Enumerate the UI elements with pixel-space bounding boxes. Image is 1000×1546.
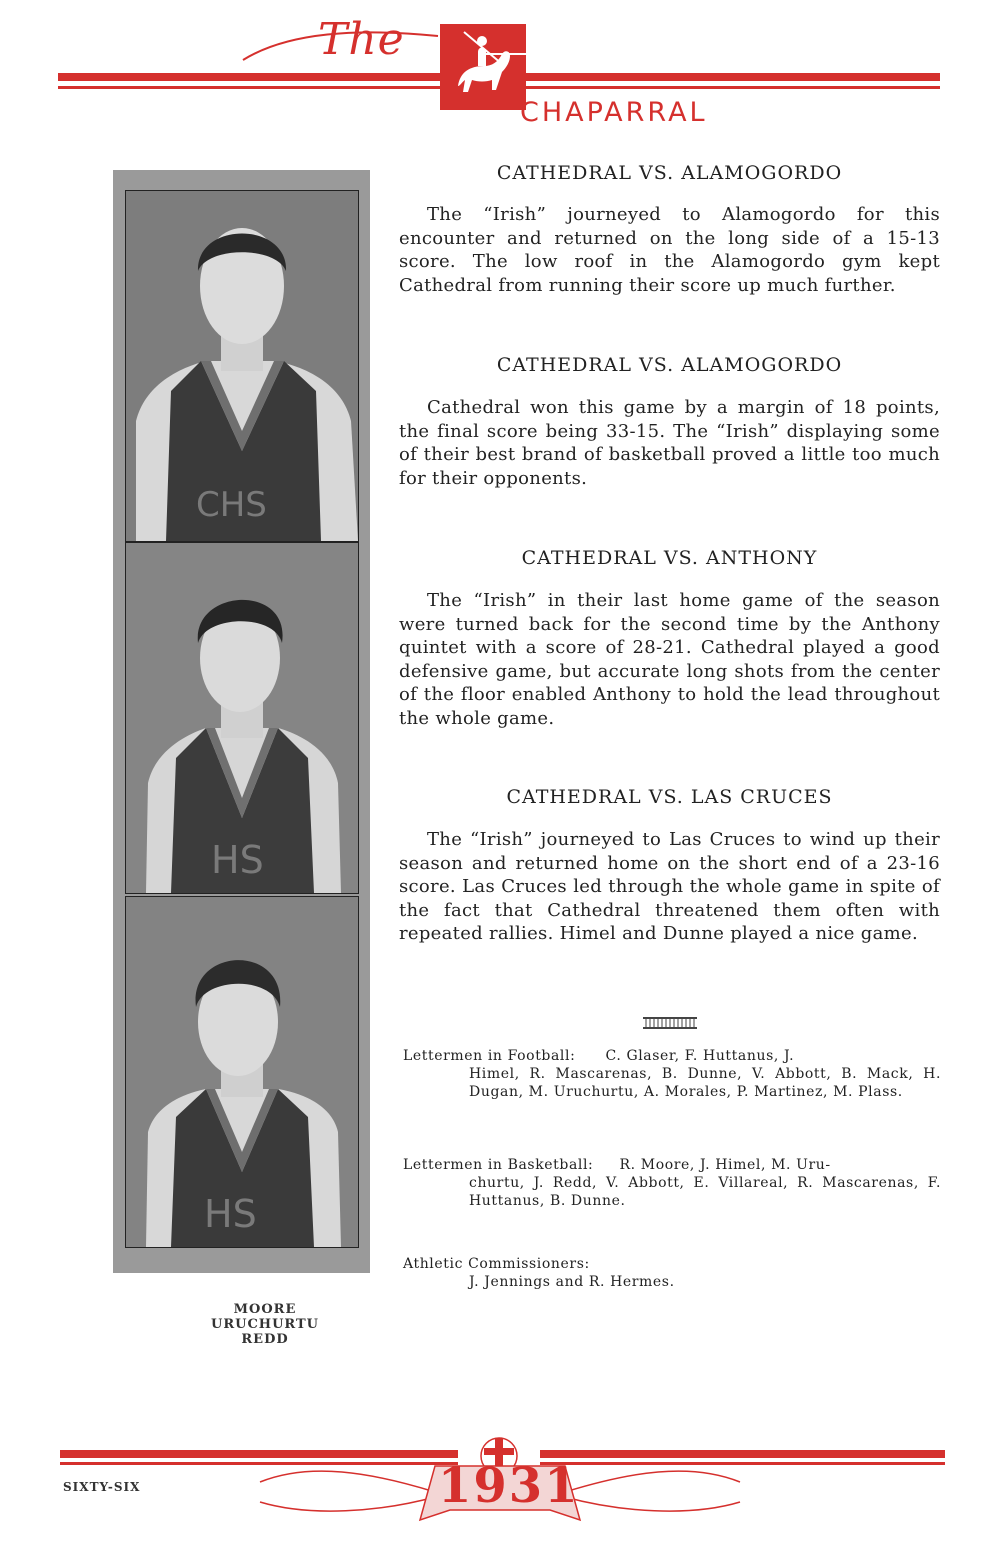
photo-caption-1: MOORE: [233, 1302, 297, 1317]
football-first-line: C. Glaser, F. Huttanus, J.: [605, 1048, 795, 1064]
player-photo-redd: [125, 896, 359, 1248]
header-rule-right: [526, 73, 940, 81]
section-heading: CATHEDRAL VS. ANTHONY: [521, 547, 818, 569]
basketball-label: Lettermen in Basketball:: [403, 1157, 594, 1173]
page-number: SIXTY-SIX: [63, 1480, 141, 1494]
player-photo-moore: [125, 190, 359, 542]
athletic-commissioners: [403, 1255, 941, 1291]
section-body: The “Irish” journeyed to Alamogordo for this encounter and returned on the long side of a 15-13 score. The low roof in the Alamogordo gym kept Cathedral from running their score up much further.: [399, 204, 940, 296]
yearbook-year: 1931: [438, 1458, 580, 1514]
section-body: The “Irish” in their last home game of the season were turned back for the second time by the Anthony quintet with a score of 28-21. Cathedral played a good defensive game, but accurate long shots from the center of the floor enabled Anthony to hold the lead throughout the whole game.: [399, 590, 940, 729]
photo-caption-2: URUCHURTU: [210, 1317, 320, 1332]
header-rule-left-thin: [58, 86, 442, 89]
football-names: Himel, R. Mascarenas, B. Dunne, V. Abbott, B. Mack, H. Dugan, M. Uruchurtu, A. Morales, P. Martinez, M. Plass.: [469, 1066, 941, 1100]
commissioners-label: Athletic Commissioners:: [403, 1256, 590, 1272]
section-body: Cathedral won this game by a margin of 18 points, the final score being 33-15. The “Irish” displaying some of their best brand of basketball proved a little too much for their opponents.: [399, 397, 940, 489]
photo-caption-3: REDD: [241, 1332, 289, 1347]
football-label: Lettermen in Football:: [403, 1048, 576, 1064]
divider-ornament-icon: [643, 1017, 697, 1029]
header-the: The: [318, 14, 405, 65]
section-heading: CATHEDRAL VS. ALAMOGORDO: [496, 162, 843, 184]
player-photo-uruchurtu: [125, 542, 359, 894]
header-rule-right-thin: [526, 86, 940, 89]
section-body: The “Irish” journeyed to Las Cruces to wind up their season and returned home on the short end of a 23-16 score. Las Cruces led through the whole game in spite of the fact that Cathedral threatened them often with repeated rallies. Himel and Dunne played a nice game.: [399, 829, 940, 944]
header-rule-left: [58, 73, 442, 81]
section-heading: CATHEDRAL VS. ALAMOGORDO: [496, 354, 843, 376]
section-heading: CATHEDRAL VS. LAS CRUCES: [506, 786, 833, 808]
commissioners-names: J. Jennings and R. Hermes.: [469, 1274, 675, 1290]
basketball-lettermen: [403, 1156, 941, 1210]
knight-on-horse-logo-icon: [440, 24, 526, 110]
basketball-names: churtu, J. Redd, V. Abbott, E. Villareal, R. Mascarenas, F. Huttanus, B. Dunne.: [469, 1175, 941, 1209]
photo-strip: [113, 170, 370, 1273]
basketball-first-line: R. Moore, J. Himel, M. Uru-: [619, 1157, 831, 1173]
chaparral-title: CHAPARRAL: [520, 97, 708, 128]
jersey-letters: HS: [204, 1192, 257, 1236]
jersey-letters: HS: [211, 838, 264, 882]
jersey-letters: CHS: [196, 485, 267, 525]
football-lettermen: [403, 1047, 941, 1101]
